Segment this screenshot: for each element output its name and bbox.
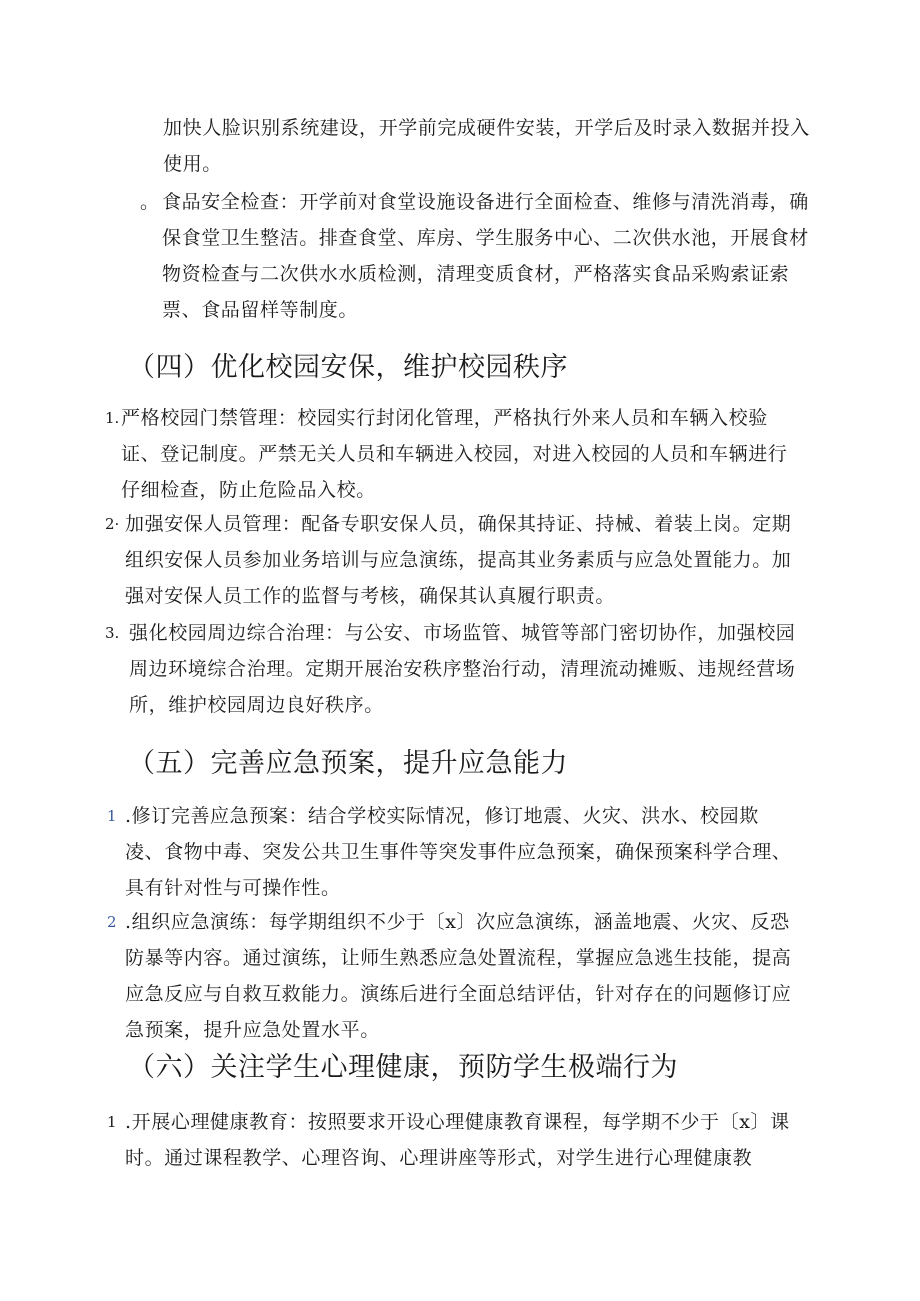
section-4-item-1-number: 1. — [105, 409, 120, 427]
section-4-item-3-text: 强化校园周边综合治理：与公安、市场监管、城管等部门密切协作，加强校园周边环境综合治理。定期开展治安秩序整治行动，清理流动摊贩、违规经营场所，维护校园周边良好秩序。 — [129, 622, 796, 716]
section-5-heading: （五）完善应急预案，提升应急能力 — [128, 748, 568, 779]
section-6-heading: （六）关注学生心理健康，预防学生极端行为 — [128, 1052, 678, 1083]
section-5-item-2 — [105, 904, 805, 1048]
section-6-item-1-number: 1 — [107, 1113, 117, 1131]
section-5-item-2-number: 2 — [107, 913, 117, 931]
section-4-item-2-text: 加强安保人员管理：配备专职安保人员，确保其持证、持械、着装上岗。定期组织安保人员参加业务培训与应急演练，提高其业务素质与应急处置能力。加强对安保人员工作的监督与考核，确保其认真履行职责。 — [125, 513, 792, 607]
food-safety-text: 食品安全检查：开学前对食堂设施设备进行全面检查、维修与清洗消毒，确保食堂卫生整洁。排查食堂、库房、学生服务中心、二次供水池，开展食材物资检查与二次供水水质检测，清理变质食材，严格落实食品采购索证索票、食品留样等制度。 — [162, 191, 809, 321]
section-4-item-2 — [105, 506, 805, 614]
section-4-item-1 — [105, 400, 805, 508]
section-5-item-1 — [105, 798, 805, 906]
continuation-paragraph: 加快人脸识别系统建设，开学前完成硬件安装，开学后及时录入数据并投入使用。 — [163, 117, 810, 175]
section-6-item-1 — [105, 1104, 805, 1176]
food-safety-bullet: 。 — [140, 191, 160, 213]
section-4-item-3 — [105, 615, 810, 723]
section-4-item-2-number: 2· — [105, 515, 120, 533]
food-safety-item — [140, 184, 820, 328]
section-5-item-2-text: .组织应急演练：每学期组织不少于〔x〕次应急演练，涵盖地震、火灾、反恐防暴等内容。通过演练，让师生熟悉应急处置流程，掌握应急逃生技能，提高应急反应与自救互救能力。演练后进行全面总结评估，针对存在的问题修订应急预案，提升应急处置水平。 — [125, 911, 792, 1041]
section-4-heading: （四）优化校园安保，维护校园秩序 — [128, 352, 568, 383]
section-4-item-1-text: 严格校园门禁管理：校园实行封闭化管理，严格执行外来人员和车辆入校验证、登记制度。严禁无关人员和车辆进入校园，对进入校园的人员和车辆进行仔细检查，防止危险品入校。 — [121, 407, 788, 501]
section-5-item-1-number: 1 — [107, 807, 117, 825]
section-5-item-1-text: .修订完善应急预案：结合学校实际情况，修订地震、火灾、洪水、校园欺凌、食物中毒、突发公共卫生事件等突发事件应急预案，确保预案科学合理、具有针对性与可操作性。 — [125, 805, 792, 899]
section-4-item-3-number: 3. — [105, 624, 120, 642]
section-6-item-1-text: .开展心理健康教育：按照要求开设心理健康教育课程，每学期不少于〔x〕课时。通过课程教学、心理咨询、心理讲座等形式，对学生进行心理健康教 — [125, 1111, 790, 1169]
